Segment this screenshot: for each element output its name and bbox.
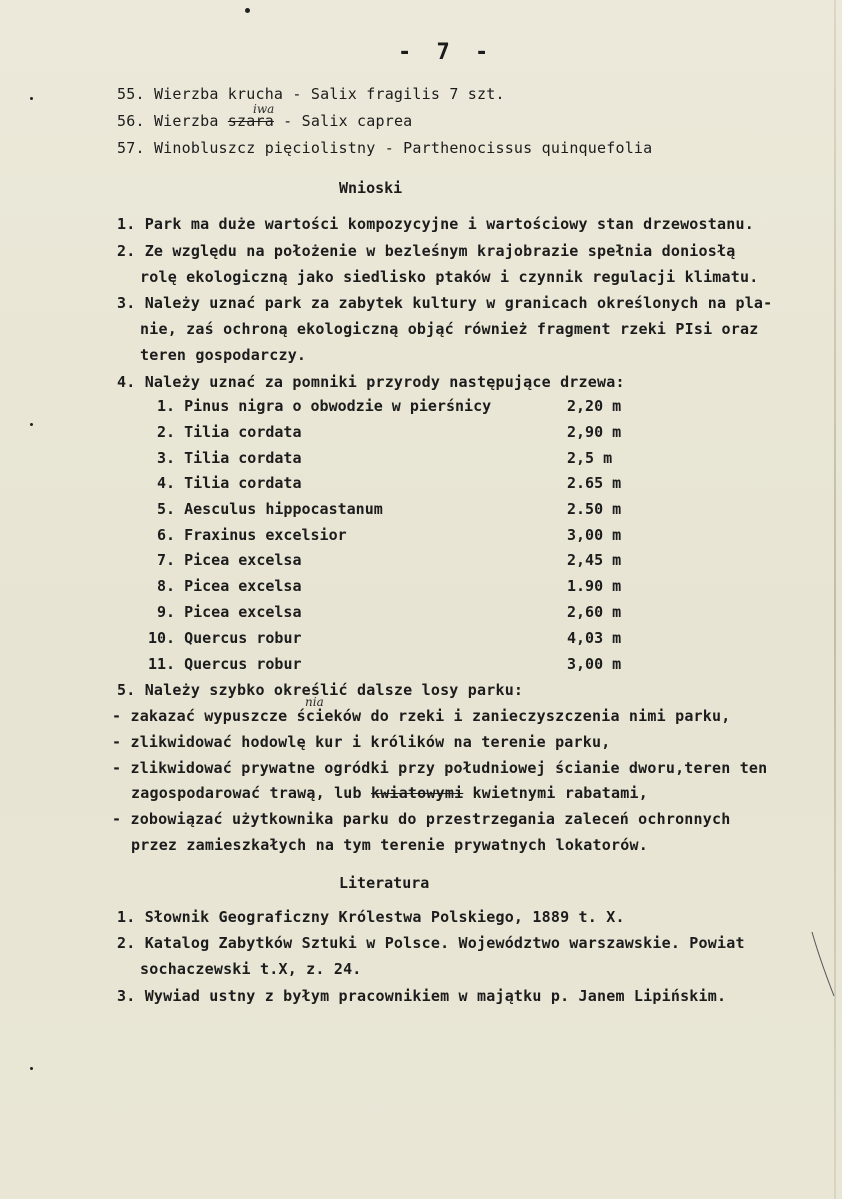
- recommendation-4-line-1: - zobowiązać użytkownika parku do przestrzegania zaleceń ochronnych: [112, 810, 731, 828]
- tree-girth: 4,03 m: [567, 629, 622, 647]
- literature-2-line-1: 2. Katalog Zabytków Sztuki w Polsce. Województwo warszawskie. Powiat: [117, 934, 745, 952]
- conclusion-3-line-2: nie, zaś ochroną ekologiczną objąć również fragment rzeki PIsi oraz: [140, 320, 759, 338]
- species-number: 55.: [117, 85, 145, 103]
- tree-girth: 3,00 m: [567, 526, 622, 544]
- tree-name: 6. Fraxinus excelsior: [157, 526, 347, 544]
- species-text: Winobluszcz pięciolistny - Parthenocissus quinquefolia: [153, 139, 653, 157]
- conclusion-3-line-3: teren gospodarczy.: [140, 346, 307, 364]
- tree-girth: 2.50 m: [567, 500, 622, 518]
- conclusion-5-intro: 5. Należy szybko określić dalsze losy parku:: [117, 681, 524, 699]
- literature-1: 1. Słownik Geograficzny Królestwa Polskiego, 1889 t. X.: [117, 908, 625, 926]
- tree-name: 11. Quercus robur: [148, 655, 302, 673]
- recommendation-text: ścieków do rzeki i zanieczyszczenia nimi parku,: [287, 707, 731, 725]
- conclusion-4: 4. Należy uznać za pomniki przyrody następujące drzewa:: [117, 373, 625, 391]
- species-item-55: [117, 84, 505, 104]
- tree-girth: 2,45 m: [567, 551, 622, 569]
- struck-word: kwiatowymi: [371, 784, 464, 802]
- species-number: 57.: [117, 139, 145, 157]
- tree-name: 2. Tilia cordata: [157, 423, 302, 441]
- tree-girth: 2,60 m: [567, 603, 622, 621]
- tree-girth: 3,00 m: [567, 655, 622, 673]
- handwritten-correction: nia: [305, 695, 324, 709]
- tree-name: 8. Picea excelsa: [157, 577, 302, 595]
- recommendation-3-line-1: - zlikwidować prywatne ogródki przy południowej ścianie dworu,teren ten: [112, 759, 768, 777]
- page-number: - 7 -: [398, 40, 495, 65]
- tree-name: 9. Picea excelsa: [157, 603, 302, 621]
- conclusions-heading: Wnioski: [339, 179, 403, 197]
- margin-dot: [30, 1067, 33, 1070]
- pencil-mark: [808, 930, 838, 1000]
- struck-word: szara: [227, 112, 274, 130]
- recommendation-4-line-2: przez zamieszkałych na tym terenie prywatnych lokatorów.: [131, 836, 648, 854]
- tree-name: 7. Picea excelsa: [157, 551, 302, 569]
- tree-girth: 2,5 m: [567, 449, 613, 467]
- margin-dot: [30, 97, 33, 100]
- tree-girth: 2,90 m: [567, 423, 622, 441]
- handwritten-correction: iwa: [253, 102, 275, 116]
- conclusion-2-line-2: rolę ekologiczną jako siedlisko ptaków i czynnik regulacji klimatu.: [140, 268, 759, 286]
- species-text: Wierzba krucha - Salix fragilis 7 szt.: [153, 85, 505, 103]
- recommendation-3-line-2: [131, 783, 648, 803]
- literature-3: 3. Wywiad ustny z byłym pracownikiem w majątku p. Janem Lipińskim.: [117, 987, 727, 1005]
- tree-name: 3. Tilia cordata: [157, 449, 302, 467]
- margin-dot: [245, 8, 250, 13]
- recommendation-text: kwietnymi rabatami,: [463, 784, 648, 802]
- species-item-57: [117, 138, 652, 158]
- literature-heading: Literatura: [339, 874, 430, 892]
- species-text: - Salix caprea: [273, 112, 413, 130]
- species-text: Wierzba: [153, 112, 228, 130]
- conclusion-3-line-1: 3. Należy uznać park za zabytek kultury w granicach określonych na pla-: [117, 294, 773, 312]
- margin-dot: [30, 423, 33, 426]
- recommendation-text: zagospodarować trawą, lub: [131, 784, 371, 802]
- recommendation-text: - zakazać wypuszcze: [112, 707, 288, 725]
- conclusion-1: 1. Park ma duże wartości kompozycyjne i wartościowy stan drzewostanu.: [117, 215, 754, 233]
- literature-2-line-2: sochaczewski t.X, z. 24.: [140, 960, 362, 978]
- conclusion-2-line-1: 2. Ze względu na położenie w bezleśnym krajobrazie spełnia doniosłą: [117, 242, 736, 260]
- tree-name: 5. Aesculus hippocastanum: [157, 500, 383, 518]
- tree-girth: 2.65 m: [567, 474, 622, 492]
- species-item-56: [117, 111, 412, 131]
- page-edge: [834, 0, 836, 1199]
- tree-name: 10. Quercus robur: [148, 629, 302, 647]
- tree-name: 4. Tilia cordata: [157, 474, 302, 492]
- species-number: 56.: [117, 112, 145, 130]
- tree-name: 1. Pinus nigra o obwodzie w pierśnicy: [157, 397, 492, 415]
- tree-girth: 1.90 m: [567, 577, 622, 595]
- tree-girth: 2,20 m: [567, 397, 622, 415]
- recommendation-1: [112, 706, 730, 726]
- recommendation-2: - zlikwidować hodowlę kur i królików na terenie parku,: [112, 733, 611, 751]
